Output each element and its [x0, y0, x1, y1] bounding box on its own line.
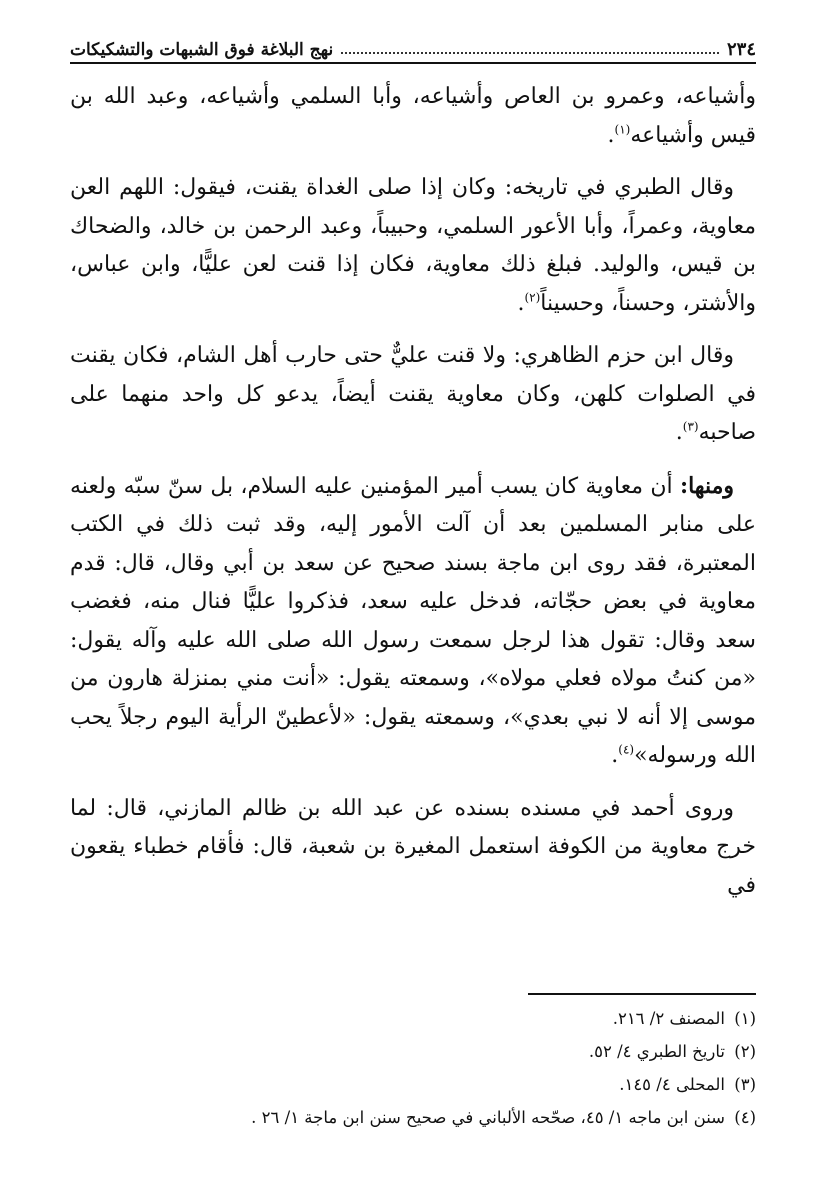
footnote-item [70, 1068, 756, 1101]
paragraph [70, 337, 756, 453]
paragraph-text: أن معاوية كان يسب أمير المؤمنين عليه السلام، بل سنّ سبّه ولعنه على منابر المسلمين بعد أن آلت الأمور إليه، وقد ثبت ذلك في الكتب المعتبرة، فقد روى ابن ماجة بسند صحيح عن سعد بن أبي وقال، قال: قدم معاوية في بعض حجّاته، فدخل عليه سعد، فذكروا عليًّا فنال منه، فغضب سعد وقال: تقول هذا لرجل سمعت رسول الله صلى الله عليه وآله يقول: «من كنتُ مولاه فعلي مولاه»، وسمعته يقول: «أنت مني بمنزلة هارون من موسى إلا أنه لا نبي بعدي»، وسمعته يقول: «لأعطينّ الرأية اليوم رجلاً يحب الله ورسوله» [70, 473, 756, 768]
footnote-ref[interactable]: (٤) [618, 742, 635, 757]
paragraph [70, 467, 756, 776]
footnote-number: (٣) [734, 1075, 756, 1094]
footnote-ref[interactable]: (٢) [524, 290, 541, 305]
footnote-text: المحلى ٤/ ١٤٥. [619, 1075, 725, 1094]
paragraph [70, 78, 756, 155]
footnotes [70, 1002, 756, 1134]
book-page [70, 0, 756, 1178]
paragraph [70, 169, 756, 323]
paragraph-tail: . [517, 290, 525, 316]
footnote-ref[interactable]: (٣) [682, 419, 699, 434]
footnote-text: تاريخ الطبري ٤/ ٥٢. [588, 1042, 725, 1061]
paragraph-tail: . [675, 420, 683, 445]
paragraph-tail: . [611, 743, 619, 768]
paragraph-text: وقال الطبري في تاريخه: وكان إذا صلى الغداة يقنت، فيقول: اللهم العن معاوية، وعمراً، وأبا الأعور السلمي، وحبيباً، وعبد الرحمن بن خالد، والضحاك بن قيس، والوليد. فبلغ ذلك معاوية، فكان إذا قنت لعن عليًّا، وابن عباس، والأشتر، وحسناً، وحسيناً [70, 175, 756, 316]
footnote-item [70, 1002, 756, 1035]
paragraph-text: وقال ابن حزم الظاهري: ولا قنت عليٌّ حتى حارب أهل الشام، فكان يقنت في الصلوات كلهن، وكان معاوية يقنت أيضاً، يدعو كل واحد منهما على صاحبه [70, 343, 756, 445]
footnote-separator [528, 993, 756, 995]
footnote-number: (١) [734, 1009, 756, 1028]
footnote-text: المصنف ٢/ ٢١٦. [612, 1009, 725, 1028]
header-leader-dots [341, 51, 719, 54]
footnote-number: (٢) [734, 1042, 756, 1061]
footnote-number: (٤) [734, 1108, 756, 1127]
footnote-ref[interactable]: (١) [614, 122, 631, 137]
book-title: نهج البلاغة فوق الشبهات والتشكيكات [70, 40, 334, 60]
footnote-text: سنن ابن ماجه ١/ ٤٥، صحّحه الألباني في صحيح سنن ابن ماجة ١/ ٢٦ . [251, 1108, 725, 1127]
paragraph-text: وأشياعه، وعمرو بن العاص وأشياعه، وأبا السلمي وأشياعه، وعبد الله بن قيس وأشياعه [70, 84, 756, 148]
running-header [70, 32, 756, 64]
page-number: ٢٣٤ [726, 39, 756, 60]
paragraph-text: وروى أحمد في مسنده بسنده عن عبد الله بن ظالم المازني، قال: لما خرج معاوية من الكوفة استعمل المغيرة بن شعبة، قال: فأقام خطباء يقعون في [70, 795, 757, 898]
paragraph-lead: ومنها: [679, 472, 734, 499]
footnote-item [70, 1035, 756, 1068]
footnote-item [70, 1101, 756, 1134]
paragraph [70, 790, 756, 906]
main-text [70, 78, 756, 917]
paragraph-tail: . [607, 122, 615, 148]
